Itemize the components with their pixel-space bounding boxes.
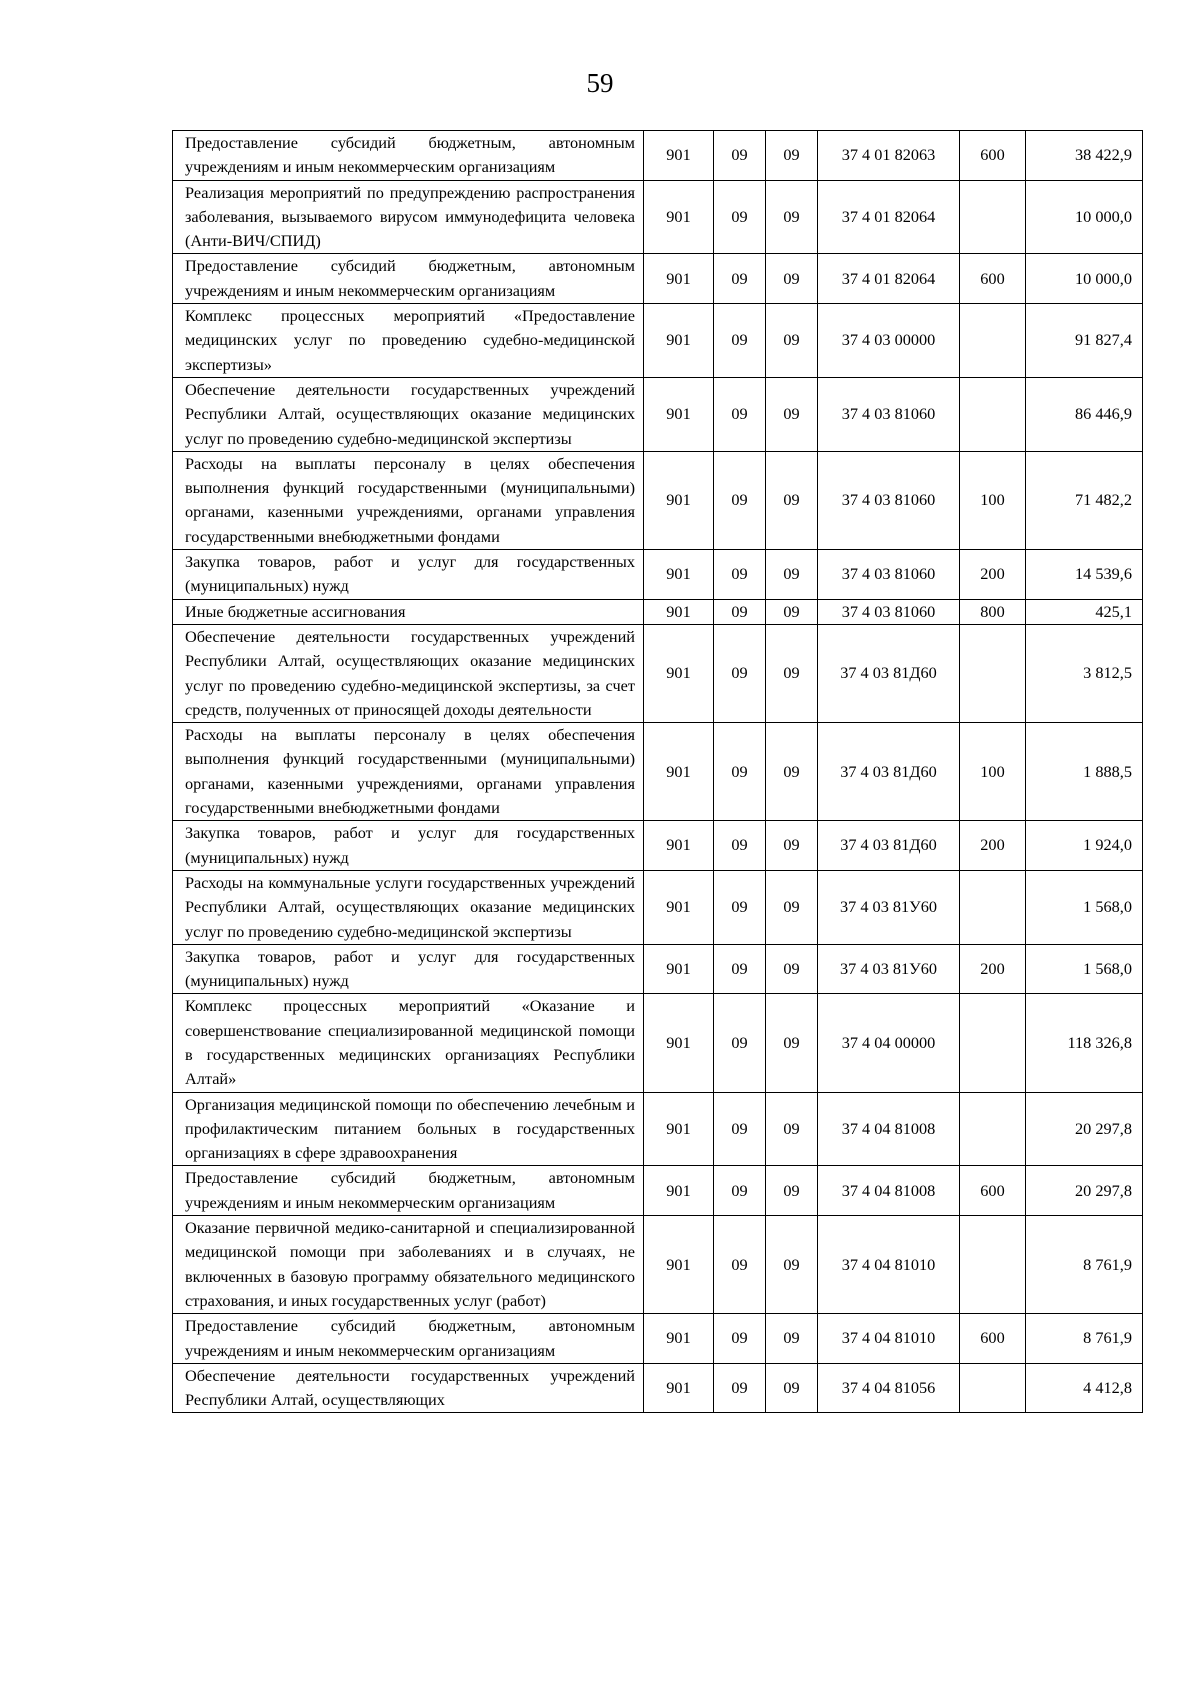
amount-cell: 20 297,8 <box>1026 1166 1143 1216</box>
amount-cell: 8 761,9 <box>1026 1216 1143 1314</box>
subsection-code-cell: 09 <box>766 1314 818 1364</box>
ministry-code-cell: 901 <box>644 1216 714 1314</box>
target-article-cell: 37 4 03 81060 <box>818 451 960 549</box>
ministry-code-cell: 901 <box>644 180 714 254</box>
section-code-cell: 09 <box>714 1092 766 1166</box>
subsection-code-cell: 09 <box>766 131 818 181</box>
amount-cell: 4 412,8 <box>1026 1363 1143 1413</box>
expense-type-cell <box>960 1363 1026 1413</box>
expense-name-cell: Комплекс процессных мероприятий «Оказание и совершенствование специализированной медицинской помощи в государственных медицинских организациях Республики Алтай» <box>173 994 644 1092</box>
amount-cell: 1 568,0 <box>1026 870 1143 944</box>
ministry-code-cell: 901 <box>644 304 714 378</box>
table-row <box>173 870 1143 944</box>
expense-type-cell: 100 <box>960 451 1026 549</box>
ministry-code-cell: 901 <box>644 550 714 600</box>
target-article-cell: 37 4 03 81060 <box>818 599 960 624</box>
amount-cell: 38 422,9 <box>1026 131 1143 181</box>
subsection-code-cell: 09 <box>766 254 818 304</box>
expense-type-cell: 200 <box>960 550 1026 600</box>
expense-type-cell: 600 <box>960 1314 1026 1364</box>
expense-type-cell <box>960 304 1026 378</box>
amount-cell: 86 446,9 <box>1026 377 1143 451</box>
expense-type-cell <box>960 1092 1026 1166</box>
subsection-code-cell: 09 <box>766 1092 818 1166</box>
section-code-cell: 09 <box>714 624 766 722</box>
expense-name-cell: Предоставление субсидий бюджетным, автономным учреждениям и иным некоммерческим организациям <box>173 1166 644 1216</box>
expense-type-cell: 600 <box>960 1166 1026 1216</box>
amount-cell: 425,1 <box>1026 599 1143 624</box>
table-row <box>173 550 1143 600</box>
table-row <box>173 1216 1143 1314</box>
ministry-code-cell: 901 <box>644 944 714 994</box>
ministry-code-cell: 901 <box>644 1363 714 1413</box>
subsection-code-cell: 09 <box>766 624 818 722</box>
expense-type-cell: 600 <box>960 131 1026 181</box>
amount-cell: 10 000,0 <box>1026 254 1143 304</box>
section-code-cell: 09 <box>714 1314 766 1364</box>
target-article-cell: 37 4 04 81010 <box>818 1216 960 1314</box>
expense-type-cell: 800 <box>960 599 1026 624</box>
expense-name-cell: Расходы на коммунальные услуги государственных учреждений Республики Алтай, осуществляющих оказание медицинских услуг по проведению судебно-медицинской экспертизы <box>173 870 644 944</box>
target-article-cell: 37 4 03 81060 <box>818 550 960 600</box>
amount-cell: 71 482,2 <box>1026 451 1143 549</box>
table-body <box>173 131 1143 1413</box>
expense-name-cell: Комплекс процессных мероприятий «Предоставление медицинских услуг по проведению судебно-медицинской экспертизы» <box>173 304 644 378</box>
ministry-code-cell: 901 <box>644 870 714 944</box>
expense-name-cell: Обеспечение деятельности государственных учреждений Республики Алтай, осуществляющих <box>173 1363 644 1413</box>
subsection-code-cell: 09 <box>766 944 818 994</box>
expense-name-cell: Предоставление субсидий бюджетным, автономным учреждениям и иным некоммерческим организациям <box>173 1314 644 1364</box>
section-code-cell: 09 <box>714 180 766 254</box>
target-article-cell: 37 4 01 82063 <box>818 131 960 181</box>
table-row <box>173 624 1143 722</box>
expense-type-cell <box>960 994 1026 1092</box>
table-row <box>173 1092 1143 1166</box>
table-row <box>173 180 1143 254</box>
amount-cell: 1 888,5 <box>1026 723 1143 821</box>
section-code-cell: 09 <box>714 1363 766 1413</box>
target-article-cell: 37 4 04 81056 <box>818 1363 960 1413</box>
target-article-cell: 37 4 03 81У60 <box>818 870 960 944</box>
amount-cell: 1 924,0 <box>1026 821 1143 871</box>
expense-name-cell: Обеспечение деятельности государственных учреждений Республики Алтай, осуществляющих оказание медицинских услуг по проведению судебно-медицинской экспертизы, за счет средств, полученных от приносящей доходы деятельности <box>173 624 644 722</box>
table-row <box>173 377 1143 451</box>
expense-type-cell <box>960 870 1026 944</box>
section-code-cell: 09 <box>714 870 766 944</box>
amount-cell: 10 000,0 <box>1026 180 1143 254</box>
section-code-cell: 09 <box>714 451 766 549</box>
amount-cell: 91 827,4 <box>1026 304 1143 378</box>
amount-cell: 118 326,8 <box>1026 994 1143 1092</box>
section-code-cell: 09 <box>714 1166 766 1216</box>
table-row <box>173 723 1143 821</box>
page-number: 59 <box>586 68 614 98</box>
target-article-cell: 37 4 04 81010 <box>818 1314 960 1364</box>
target-article-cell: 37 4 03 81Д60 <box>818 821 960 871</box>
amount-cell: 20 297,8 <box>1026 1092 1143 1166</box>
section-code-cell: 09 <box>714 723 766 821</box>
expense-name-cell: Расходы на выплаты персоналу в целях обеспечения выполнения функций государственными (муниципальными) органами, казенными учреждениями, органами управления государственными внебюджетными фондами <box>173 451 644 549</box>
section-code-cell: 09 <box>714 944 766 994</box>
target-article-cell: 37 4 03 00000 <box>818 304 960 378</box>
section-code-cell: 09 <box>714 599 766 624</box>
ministry-code-cell: 901 <box>644 821 714 871</box>
ministry-code-cell: 901 <box>644 599 714 624</box>
expense-name-cell: Организация медицинской помощи по обеспечению лечебным и профилактическим питанием больных в государственных организациях в сфере здравоохранения <box>173 1092 644 1166</box>
amount-cell: 14 539,6 <box>1026 550 1143 600</box>
amount-cell: 8 761,9 <box>1026 1314 1143 1364</box>
expense-name-cell: Расходы на выплаты персоналу в целях обеспечения выполнения функций государственными (муниципальными) органами, казенными учреждениями, органами управления государственными внебюджетными фондами <box>173 723 644 821</box>
table-row <box>173 1166 1143 1216</box>
table-row <box>173 821 1143 871</box>
target-article-cell: 37 4 04 81008 <box>818 1166 960 1216</box>
target-article-cell: 37 4 01 82064 <box>818 180 960 254</box>
table-row <box>173 451 1143 549</box>
expense-type-cell: 600 <box>960 254 1026 304</box>
target-article-cell: 37 4 01 82064 <box>818 254 960 304</box>
expense-type-cell <box>960 377 1026 451</box>
expense-type-cell <box>960 1216 1026 1314</box>
ministry-code-cell: 901 <box>644 1314 714 1364</box>
target-article-cell: 37 4 03 81Д60 <box>818 723 960 821</box>
subsection-code-cell: 09 <box>766 599 818 624</box>
subsection-code-cell: 09 <box>766 377 818 451</box>
ministry-code-cell: 901 <box>644 131 714 181</box>
expense-type-cell: 200 <box>960 821 1026 871</box>
expense-name-cell: Оказание первичной медико-санитарной и специализированной медицинской помощи при заболеваниях и в случаях, не включенных в базовую программу обязательного медицинского страхования, и иных государственных услуг (работ) <box>173 1216 644 1314</box>
target-article-cell: 37 4 03 81Д60 <box>818 624 960 722</box>
expense-name-cell: Обеспечение деятельности государственных учреждений Республики Алтай, осуществляющих оказание медицинских услуг по проведению судебно-медицинской экспертизы <box>173 377 644 451</box>
target-article-cell: 37 4 04 81008 <box>818 1092 960 1166</box>
amount-cell: 1 568,0 <box>1026 944 1143 994</box>
ministry-code-cell: 901 <box>644 723 714 821</box>
table-row <box>173 131 1143 181</box>
ministry-code-cell: 901 <box>644 994 714 1092</box>
subsection-code-cell: 09 <box>766 994 818 1092</box>
table-row <box>173 944 1143 994</box>
expense-name-cell: Предоставление субсидий бюджетным, автономным учреждениям и иным некоммерческим организациям <box>173 254 644 304</box>
expense-name-cell: Закупка товаров, работ и услуг для государственных (муниципальных) нужд <box>173 821 644 871</box>
section-code-cell: 09 <box>714 254 766 304</box>
expense-type-cell <box>960 624 1026 722</box>
subsection-code-cell: 09 <box>766 821 818 871</box>
ministry-code-cell: 901 <box>644 1166 714 1216</box>
expense-name-cell: Иные бюджетные ассигнования <box>173 599 644 624</box>
ministry-code-cell: 901 <box>644 377 714 451</box>
table-row <box>173 254 1143 304</box>
section-code-cell: 09 <box>714 131 766 181</box>
subsection-code-cell: 09 <box>766 723 818 821</box>
subsection-code-cell: 09 <box>766 1216 818 1314</box>
section-code-cell: 09 <box>714 994 766 1092</box>
expense-name-cell: Предоставление субсидий бюджетным, автономным учреждениям и иным некоммерческим организациям <box>173 131 644 181</box>
ministry-code-cell: 901 <box>644 451 714 549</box>
section-code-cell: 09 <box>714 377 766 451</box>
table-row <box>173 1363 1143 1413</box>
subsection-code-cell: 09 <box>766 1166 818 1216</box>
subsection-code-cell: 09 <box>766 870 818 944</box>
expense-name-cell: Реализация мероприятий по предупреждению распространения заболевания, вызываемого вирусом иммунодефицита человека (Анти-ВИЧ/СПИД) <box>173 180 644 254</box>
expense-name-cell: Закупка товаров, работ и услуг для государственных (муниципальных) нужд <box>173 944 644 994</box>
ministry-code-cell: 901 <box>644 254 714 304</box>
table-row <box>173 1314 1143 1364</box>
ministry-code-cell: 901 <box>644 1092 714 1166</box>
expense-type-cell <box>960 180 1026 254</box>
subsection-code-cell: 09 <box>766 1363 818 1413</box>
expense-type-cell: 100 <box>960 723 1026 821</box>
target-article-cell: 37 4 03 81060 <box>818 377 960 451</box>
table-row <box>173 599 1143 624</box>
section-code-cell: 09 <box>714 550 766 600</box>
table-row <box>173 304 1143 378</box>
table-row <box>173 994 1143 1092</box>
expense-name-cell: Закупка товаров, работ и услуг для государственных (муниципальных) нужд <box>173 550 644 600</box>
target-article-cell: 37 4 04 00000 <box>818 994 960 1092</box>
subsection-code-cell: 09 <box>766 304 818 378</box>
subsection-code-cell: 09 <box>766 550 818 600</box>
subsection-code-cell: 09 <box>766 180 818 254</box>
expense-type-cell: 200 <box>960 944 1026 994</box>
section-code-cell: 09 <box>714 1216 766 1314</box>
amount-cell: 3 812,5 <box>1026 624 1143 722</box>
target-article-cell: 37 4 03 81У60 <box>818 944 960 994</box>
budget-table <box>172 130 1143 1413</box>
section-code-cell: 09 <box>714 304 766 378</box>
subsection-code-cell: 09 <box>766 451 818 549</box>
section-code-cell: 09 <box>714 821 766 871</box>
ministry-code-cell: 901 <box>644 624 714 722</box>
